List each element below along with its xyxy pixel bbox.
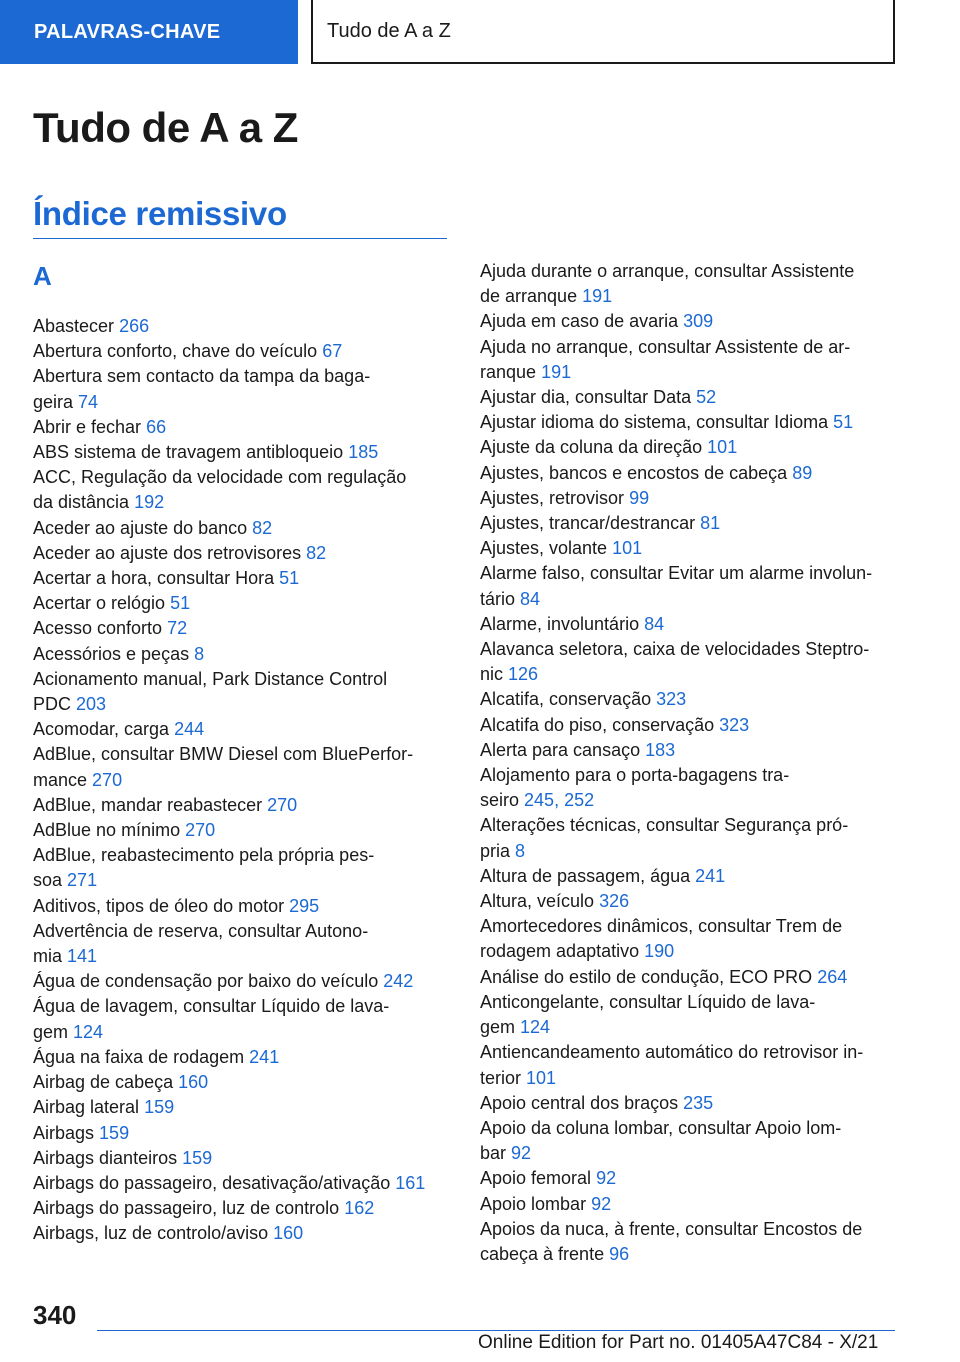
entry-page-link[interactable]: 159 — [99, 1122, 130, 1143]
index-entry — [480, 914, 900, 964]
entry-page-link[interactable]: 72 — [167, 618, 188, 639]
entry-term: Airbag de cabeça — [33, 1072, 174, 1093]
index-entry — [33, 717, 453, 742]
entry-term: Airbags, luz de controlo/aviso — [33, 1223, 269, 1244]
index-entry — [480, 536, 900, 561]
entry-page-link[interactable]: 185 — [348, 442, 379, 463]
index-entry — [33, 516, 453, 541]
entry-term-continuation: rodagem adaptativo — [480, 941, 640, 962]
entry-page-link[interactable]: 96 — [609, 1243, 630, 1264]
entry-term: Acessórios e peças — [33, 643, 190, 664]
index-entry — [480, 435, 900, 460]
entry-page-link[interactable]: 89 — [792, 462, 813, 483]
entry-page-link[interactable]: 160 — [273, 1223, 304, 1244]
entry-page-link[interactable]: 326 — [599, 891, 630, 912]
entry-term: Ajustes, bancos e encostos de cabeça — [480, 462, 788, 483]
entry-page-link[interactable]: 141 — [67, 946, 98, 967]
index-entry — [33, 440, 453, 465]
entry-page-link[interactable]: 266 — [119, 316, 150, 336]
index-entry — [480, 889, 900, 914]
entry-term: Abastecer — [33, 316, 115, 336]
index-entry — [480, 713, 900, 738]
entry-page-link[interactable]: 51 — [279, 568, 300, 589]
entry-term: Acionamento manual, Park Distance Control — [33, 668, 388, 689]
index-entry — [480, 687, 900, 712]
entry-term: Aditivos, tipos de óleo do motor — [33, 895, 285, 916]
index-entry — [480, 385, 900, 410]
index-entry — [33, 465, 453, 515]
entry-term-continuation: da distância — [33, 492, 130, 513]
index-entry — [480, 637, 900, 687]
entry-term-continuation: mance — [33, 769, 88, 790]
entry-page-link[interactable]: 101 — [707, 437, 738, 458]
entry-page-link[interactable]: 66 — [146, 416, 167, 437]
index-entry — [480, 813, 900, 863]
index-entry — [480, 1217, 900, 1267]
index-entry — [480, 309, 900, 334]
entry-page-link[interactable]: 52 — [696, 387, 717, 408]
index-entry — [480, 965, 900, 990]
entry-term-continuation: de arranque — [480, 286, 578, 307]
entry-term-continuation: gem — [480, 1017, 516, 1038]
entry-term: Anticongelante, consultar Líquido de lava- — [480, 991, 816, 1012]
entry-term: Apoio lombar — [480, 1193, 587, 1214]
index-entry — [33, 894, 453, 919]
entry-page-link[interactable]: 244 — [174, 719, 205, 740]
entry-term: Alcatifa, conservação — [480, 689, 652, 710]
entry-page-link[interactable]: 309 — [683, 311, 714, 332]
entry-term-continuation: soa — [33, 870, 63, 891]
entry-term: Ajustar idioma do sistema, consultar Idioma — [480, 412, 829, 433]
entry-term: Airbags — [33, 1122, 95, 1143]
index-entry — [33, 616, 453, 641]
entry-term: Água de condensação por baixo do veículo — [33, 971, 379, 992]
entry-term: Aceder ao ajuste do banco — [33, 517, 248, 538]
index-entry — [33, 919, 453, 969]
entry-page-link[interactable]: 51 — [833, 412, 854, 433]
index-entry — [33, 969, 453, 994]
entry-page-link[interactable]: 235 — [683, 1092, 714, 1113]
index-entry — [33, 1121, 453, 1146]
index-entry — [33, 1045, 453, 1070]
entry-page-link[interactable]: 242 — [383, 971, 414, 992]
entry-page-link[interactable]: 67 — [322, 341, 343, 362]
entry-term: Água de lavagem, consultar Líquido de lava- — [33, 996, 390, 1017]
entry-term: Ajuste da coluna da direção — [480, 437, 703, 458]
entry-term: Abertura conforto, chave do veículo — [33, 341, 318, 362]
index-entry — [33, 818, 453, 843]
entry-page-link[interactable]: 270 — [267, 794, 298, 815]
entry-page-link[interactable]: 92 — [511, 1143, 532, 1164]
entry-term: Acertar o relógio — [33, 593, 166, 614]
entry-term: Apoio da coluna lombar, consultar Apoio lom- — [480, 1117, 842, 1138]
index-entry — [33, 541, 453, 566]
index-entry — [33, 843, 453, 893]
entry-page-link[interactable]: 295 — [289, 895, 320, 916]
index-entry — [33, 415, 453, 440]
entry-term: Alarme, involuntário — [480, 613, 640, 634]
entry-term: Ajuda durante o arranque, consultar Assistente — [480, 261, 855, 281]
letter-heading: A — [33, 261, 52, 291]
entry-page-link[interactable]: 190 — [644, 941, 675, 962]
entry-page-link[interactable]: 162 — [344, 1198, 375, 1219]
index-subtitle: Índice remissivo — [33, 195, 287, 232]
index-entry — [33, 1095, 453, 1120]
entry-term: Apoio central dos braços — [480, 1092, 679, 1113]
entry-term: Airbag lateral — [33, 1097, 140, 1118]
index-entry — [33, 339, 453, 364]
index-entry — [480, 738, 900, 763]
entry-term: Ajuda em caso de avaria — [480, 311, 679, 332]
entry-term: Advertência de reserva, consultar Autono- — [33, 920, 369, 941]
entry-term: Alterações técnicas, consultar Segurança pró- — [480, 815, 849, 836]
entry-page-link[interactable]: 124 — [73, 1021, 104, 1042]
entry-page-link[interactable]: 101 — [526, 1067, 557, 1088]
footer-divider — [97, 1330, 895, 1331]
index-entry — [480, 1091, 900, 1116]
entry-term: Aceder ao ajuste dos retrovisores — [33, 542, 302, 563]
entry-term: Alavanca seletora, caixa de velocidades Steptro- — [480, 639, 870, 660]
index-entry — [480, 1166, 900, 1191]
entry-page-link[interactable]: 81 — [700, 513, 721, 534]
entry-page-link[interactable]: 183 — [645, 739, 676, 760]
entry-page-link[interactable]: 92 — [591, 1193, 612, 1214]
index-entry — [480, 486, 900, 511]
entry-term: Amortecedores dinâmicos, consultar Trem de — [480, 916, 843, 937]
index-entry — [480, 511, 900, 536]
entry-page-link[interactable]: 203 — [76, 694, 107, 715]
entry-term: Ajustar dia, consultar Data — [480, 387, 692, 408]
index-entry — [480, 763, 900, 813]
entry-term-continuation: nic — [480, 664, 504, 685]
entry-page-link[interactable]: 160 — [178, 1072, 209, 1093]
entry-page-link[interactable]: 74 — [78, 391, 99, 412]
entry-term-continuation: terior — [480, 1067, 522, 1088]
entry-term: Ajuda no arranque, consultar Assistente de ar- — [480, 336, 851, 357]
entry-term: AdBlue, reabastecimento pela própria pes- — [33, 845, 375, 866]
entry-term-continuation: pria — [480, 840, 511, 861]
entry-term: Apoios da nuca, à frente, consultar Encostos de — [480, 1218, 863, 1239]
entry-term: Airbags dianteiros — [33, 1147, 178, 1168]
entry-page-link[interactable]: 270 — [92, 769, 123, 790]
entry-page-link[interactable]: 84 — [644, 613, 665, 634]
index-column-right — [480, 259, 900, 1267]
entry-page-link[interactable]: 270 — [185, 820, 216, 841]
entry-page-link[interactable]: 191 — [541, 361, 572, 382]
index-column-left — [33, 314, 453, 1247]
entry-page-link[interactable]: 159 — [144, 1097, 175, 1118]
entry-term: Altura, veículo — [480, 891, 595, 912]
entry-page-link[interactable]: 99 — [629, 487, 650, 508]
entry-term: Alojamento para o porta-bagagens tra- — [480, 765, 790, 786]
entry-page-link[interactable]: 191 — [582, 286, 613, 307]
index-entry — [480, 864, 900, 889]
entry-term-continuation: ranque — [480, 361, 537, 382]
entry-term: Acertar a hora, consultar Hora — [33, 568, 275, 589]
index-entry — [480, 561, 900, 611]
entry-term: Alerta para cansaço — [480, 739, 641, 760]
entry-term-continuation: gem — [33, 1021, 69, 1042]
entry-term-continuation: geira — [33, 391, 74, 412]
index-entry — [33, 994, 453, 1044]
index-entry — [33, 566, 453, 591]
entry-page-link[interactable]: 271 — [67, 870, 98, 891]
entry-term: Ajustes, retrovisor — [480, 487, 625, 508]
entry-page-link[interactable]: 8 — [194, 643, 205, 664]
entry-term-continuation: bar — [480, 1143, 507, 1164]
entry-term: AdBlue, consultar BMW Diesel com BluePerfor- — [33, 744, 414, 765]
entry-page-link[interactable]: 82 — [306, 542, 327, 563]
entry-page-link[interactable]: 84 — [520, 588, 541, 609]
entry-page-link[interactable]: 159 — [182, 1147, 213, 1168]
index-entry — [33, 314, 453, 339]
index-entry — [33, 742, 453, 792]
entry-page-link[interactable]: 82 — [252, 517, 273, 538]
entry-term-continuation: mia — [33, 946, 63, 967]
entry-page-link[interactable]: 323 — [719, 714, 750, 735]
section-tab: PALAVRAS-CHAVE — [0, 0, 298, 64]
index-entry — [33, 667, 453, 717]
entry-term: Ajustes, trancar/destrancar — [480, 513, 696, 534]
entry-term: Apoio femoral — [480, 1168, 592, 1189]
entry-term: Água na faixa de rodagem — [33, 1046, 245, 1067]
index-entry — [33, 793, 453, 818]
index-entry — [33, 642, 453, 667]
entry-term: Acomodar, carga — [33, 719, 170, 740]
entry-page-link[interactable]: 192 — [134, 492, 165, 513]
page-tab: Tudo de A a Z — [311, 0, 895, 64]
entry-term: Ajustes, volante — [480, 538, 608, 559]
entry-page-link[interactable]: 126 — [508, 664, 539, 685]
page-number: 340 — [33, 1300, 77, 1330]
index-entry — [33, 591, 453, 616]
entry-term: ABS sistema de travagem antibloqueio — [33, 442, 344, 463]
entry-term: Altura de passagem, água — [480, 865, 691, 886]
index-entry — [480, 990, 900, 1040]
entry-page-link[interactable]: 92 — [596, 1168, 617, 1189]
index-entry — [480, 612, 900, 637]
entry-page-link[interactable]: 241 — [695, 865, 726, 886]
index-entry — [480, 461, 900, 486]
entry-term: AdBlue, mandar reabastecer — [33, 794, 263, 815]
page-title: Tudo de A a Z — [33, 104, 298, 151]
entry-term: Abrir e fechar — [33, 416, 142, 437]
subtitle-divider — [33, 238, 447, 239]
entry-page-link[interactable]: 323 — [656, 689, 687, 710]
entry-term: Análise do estilo de condução, ECO PRO — [480, 966, 813, 987]
entry-page-link[interactable]: 245, 252 — [524, 790, 595, 811]
index-entry — [33, 1146, 453, 1171]
entry-term: Acesso conforto — [33, 618, 163, 639]
entry-term: Airbags do passageiro, luz de controlo — [33, 1198, 340, 1219]
index-entry — [480, 335, 900, 385]
index-entry — [480, 410, 900, 435]
index-entry — [33, 1070, 453, 1095]
entry-term-continuation: PDC — [33, 694, 72, 715]
entry-term: Abertura sem contacto da tampa da baga- — [33, 366, 371, 387]
entry-term: Alcatifa do piso, conservação — [480, 714, 715, 735]
entry-page-link[interactable]: 124 — [520, 1017, 551, 1038]
index-entry — [33, 1221, 453, 1246]
entry-term: ACC, Regulação da velocidade com regulação — [33, 467, 407, 488]
entry-term: AdBlue no mínimo — [33, 820, 181, 841]
index-entry — [480, 259, 900, 309]
entry-page-link[interactable]: 241 — [249, 1046, 280, 1067]
entry-page-link[interactable]: 264 — [817, 966, 848, 987]
entry-term-continuation: tário — [480, 588, 516, 609]
footer-edition-text: Online Edition for Part no. 01405A47C84 - X/21 — [478, 1332, 879, 1353]
entry-page-link[interactable]: 8 — [515, 840, 526, 861]
entry-term: Antiencandeamento automático do retrovisor in- — [480, 1042, 864, 1063]
index-entry — [33, 364, 453, 414]
entry-page-link[interactable]: 161 — [395, 1172, 426, 1193]
index-entry — [33, 1171, 453, 1196]
index-entry — [33, 1196, 453, 1221]
index-entry — [480, 1040, 900, 1090]
entry-term: Alarme falso, consultar Evitar um alarme involun- — [480, 563, 873, 584]
entry-page-link[interactable]: 101 — [612, 538, 643, 559]
index-entry — [480, 1192, 900, 1217]
entry-page-link[interactable]: 51 — [170, 593, 191, 614]
entry-term: Airbags do passageiro, desativação/ativação — [33, 1172, 391, 1193]
entry-term-continuation: cabeça à frente — [480, 1243, 605, 1264]
entry-term-continuation: seiro — [480, 790, 520, 811]
index-entry — [480, 1116, 900, 1166]
